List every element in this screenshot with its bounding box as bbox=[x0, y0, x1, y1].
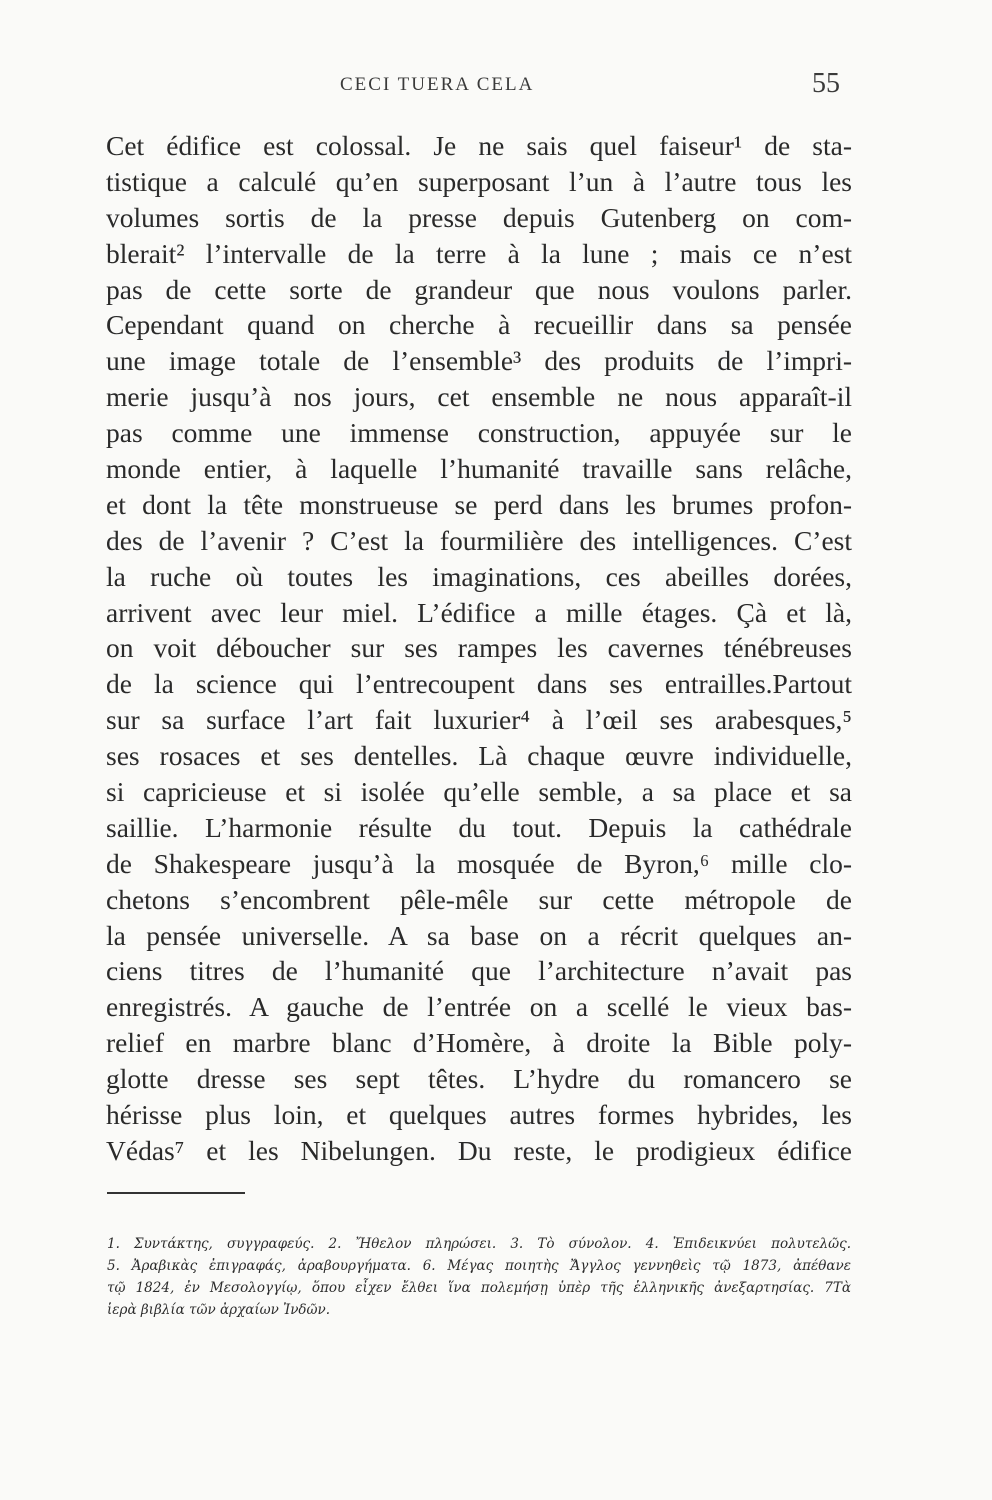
text-line: pas de cette sorte de grandeur que nous voulons parler. bbox=[106, 273, 852, 305]
text-line: arrivent avec leur miel. L’édifice a mille étages. Çà et là, bbox=[106, 596, 852, 628]
text-line: tistique a calculé qu’en superposant l’un à l’autre tous les bbox=[106, 165, 852, 197]
text-line: hérisse plus loin, et quelques autres formes hybrides, les bbox=[106, 1099, 852, 1131]
text-line: saillie. L’harmonie résulte du tout. Depuis la cathédrale bbox=[106, 811, 852, 843]
footnote-line: ἱερὰ βιβλία τῶν ἀρχαίων Ἰνδῶν. bbox=[107, 1302, 331, 1318]
running-title: CECI TUERA CELA bbox=[340, 74, 535, 95]
text-line: on voit déboucher sur ses rampes les cavernes ténébreuses bbox=[106, 632, 852, 664]
running-head bbox=[0, 68, 992, 104]
footnote-divider bbox=[107, 1192, 245, 1194]
body-text bbox=[106, 128, 852, 1169]
text-line: blerait² l’intervalle de la terre à la lune ; mais ce n’est bbox=[106, 237, 852, 269]
text-line: de la science qui l’entrecoupent dans ses entrailles.Partout bbox=[106, 668, 852, 700]
text-line: des de l’avenir ? C’est la fourmilière des intelligences. C’est bbox=[106, 524, 852, 556]
text-line: la pensée universelle. A sa base on a récrit quelques an- bbox=[106, 919, 852, 951]
text-line: pas comme une immense construction, appuyée sur le bbox=[106, 417, 852, 449]
text-line: relief en marbre blanc d’Homère, à droite la Bible poly- bbox=[106, 1027, 852, 1059]
text-line: glotte dresse ses sept têtes. L’hydre du romancero se bbox=[106, 1063, 852, 1095]
text-line: la ruche où toutes les imaginations, ces abeilles dorées, bbox=[106, 560, 852, 592]
footnote-line: 1. Συντάκτης, συγγραφεύς. 2. Ἤθελον πληρώσει. 3. Τὸ σύνολον. 4. Ἐπιδεικνύει πολυτελῶς. bbox=[107, 1236, 851, 1252]
footnote-line: 5. Ἀραβικὰς ἐπιγραφάς, ἀραβουργήματα. 6. Μέγας ποιητὴς Ἄγγλος γεννηθεὶς τῷ 1873, ἀπέθανε bbox=[107, 1258, 851, 1274]
text-line: chetons s’encombrent pêle-mêle sur cette métropole de bbox=[106, 883, 852, 915]
footnotes bbox=[107, 1233, 851, 1321]
text-line: une image totale de l’ensemble³ des produits de l’impri- bbox=[106, 345, 852, 377]
text-line: de Shakespeare jusqu’à la mosquée de Byron,⁶ mille clo- bbox=[106, 847, 852, 879]
page-number: 55 bbox=[812, 68, 840, 99]
text-line: Védas⁷ et les Nibelungen. Du reste, le prodigieux édifice bbox=[106, 1134, 852, 1166]
text-line: enregistrés. A gauche de l’entrée on a scellé le vieux bas- bbox=[106, 991, 852, 1023]
text-line: merie jusqu’à nos jours, cet ensemble ne nous apparaît-il bbox=[106, 381, 852, 413]
text-line: si capricieuse et si isolée qu’elle semble, a sa place et sa bbox=[106, 776, 852, 808]
text-line: monde entier, à laquelle l’humanité travaille sans relâche, bbox=[106, 453, 852, 485]
text-line: ses rosaces et ses dentelles. Là chaque œuvre individuelle, bbox=[106, 740, 852, 772]
text-line: ciens titres de l’humanité que l’architecture n’avait pas bbox=[106, 955, 852, 987]
text-line: et dont la tête monstrueuse se perd dans les brumes profon- bbox=[106, 488, 852, 520]
text-line: sur sa surface l’art fait luxurier⁴ à l’œil ses arabesques,⁵ bbox=[106, 704, 852, 736]
text-line: volumes sortis de la presse depuis Gutenberg on com- bbox=[106, 201, 852, 233]
text-line: Cependant quand on cherche à recueillir dans sa pensée bbox=[106, 309, 852, 341]
footnote-line: τῷ 1824, ἐν Μεσολογγίῳ, ὅπου εἶχεν ἔλθει ἵνα πολεμήσῃ ὑπὲρ τῆς ἑλληνικῆς ἀνεξαρτησίας. 7Τὰ bbox=[107, 1280, 851, 1296]
text-line: Cet édifice est colossal. Je ne sais quel faiseur¹ de sta- bbox=[106, 130, 852, 161]
